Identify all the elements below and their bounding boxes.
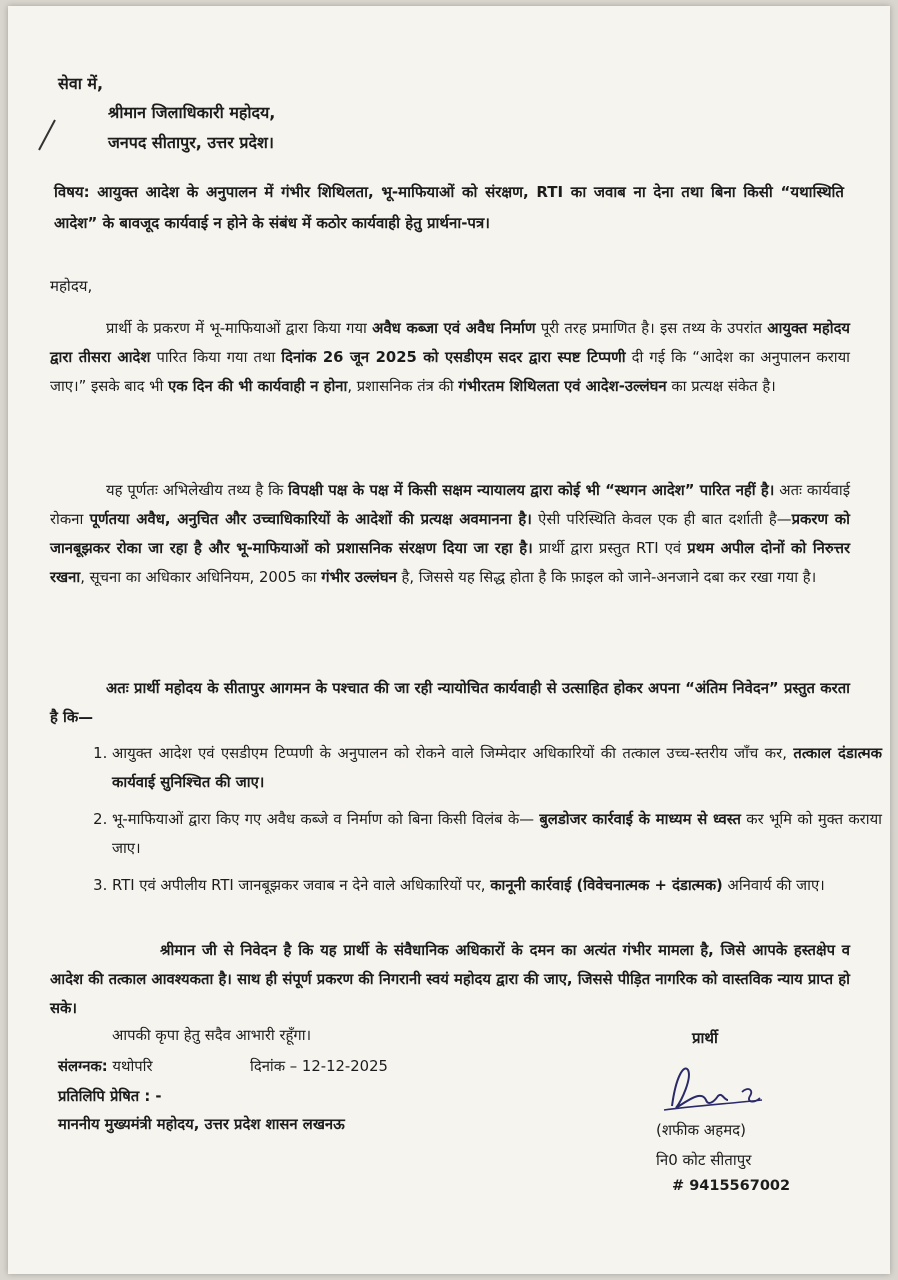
text-segment: प्रार्थी द्वारा प्रस्तुत RTI एवं <box>532 540 688 557</box>
text-segment: पूरी तरह प्रमाणित है। इस तथ्य के उपरांत <box>535 320 768 337</box>
letter-page <box>8 6 890 1274</box>
text-segment: प्रथम अपील दोनों को निरुत्तर रखना <box>50 540 851 586</box>
handwritten-signature <box>654 1056 784 1118</box>
applicant-label: प्रार्थी <box>692 1029 718 1047</box>
demand-item <box>112 805 882 863</box>
text-segment: बुलडोजर कार्रवाई के माध्यम से ध्वस्त <box>539 811 741 828</box>
demand-item <box>112 871 882 900</box>
paragraph-4: श्रीमान जी से निवेदन है कि यह प्रार्थी के संवैधानिक अधिकारों के दमन का अत्यंत गंभीर मामला है, जिसे आपके हस्तक्षेप व आदेश की तत्काल आवश्यकता है। साथ ही संपूर्ण प्रकरण की निगरानी स्वयं महोदय द्वारा की जाए, जिससे पीड़ित नागरिक को वास्तविक न्याय प्राप्त हो सके। <box>50 942 850 1017</box>
text-segment: अतः कार्यवाई रोकना <box>50 482 851 528</box>
signatory-address: नि0 कोट सीतापुर <box>656 1151 752 1169</box>
text-segment: भू-माफियाओं द्वारा किए गए अवैध कब्जे व निर्माण को बिना किसी विलंब के— <box>112 811 540 828</box>
text-segment: है, जिससे यह सिद्ध होता है कि फ़ाइल को जाने-अनजाने दबा कर रखा गया है। <box>396 569 817 586</box>
text-segment: आयुक्त महोदय द्वारा तीसरा आदेश <box>50 320 851 366</box>
greeting: महोदय, <box>50 277 93 295</box>
addressee-line-2: जनपद सीतापुर, उत्तर प्रदेश। <box>108 133 274 152</box>
enclosure-label: संलग्नक: <box>58 1058 108 1075</box>
text-segment: आयुक्त आदेश एवं एसडीएम टिप्पणी के अनुपालन को रोकने वाले जिम्मेदार अधिकारियों की तत्काल उच्च-स्तरीय जाँच कर, <box>112 745 794 762</box>
text-segment: प्रकरण को जानबूझकर रोका जा रहा है और भू-माफियाओं को प्रशासनिक संरक्षण दिया जा रहा है। <box>50 511 851 557</box>
text-segment: पूर्णतया अवैध, अनुचित और उच्चाधिकारियों के आदेशों की प्रत्यक्ष अवमानना है। <box>89 511 532 528</box>
text-segment: विपक्षी पक्ष के पक्ष में किसी सक्षम न्यायालय द्वारा कोई भी “स्थगन आदेश” पारित नहीं है। <box>288 482 775 499</box>
letter-date: दिनांक – 12-12-2025 <box>250 1058 388 1075</box>
addressee-line-1: श्रीमान जिलाधिकारी महोदय, <box>108 103 276 122</box>
text-segment: कानूनी कार्रवाई (विवेचनात्मक + दंडात्मक) <box>490 877 723 894</box>
text-segment: एक दिन की भी कार्यवाही न होना <box>168 378 348 395</box>
copy-label: प्रतिलिपि प्रेषित : - <box>58 1088 162 1105</box>
text-segment: ऐसी परिस्थिति केवल एक ही बात दर्शाती है— <box>531 511 792 528</box>
text-segment: गंभीर उल्लंघन <box>321 569 397 586</box>
text-segment: पारित किया गया तथा <box>150 349 282 366</box>
demand-item <box>112 739 882 797</box>
enclosure-value: यथोपरि <box>112 1058 153 1075</box>
text-segment: यह पूर्णतः अभिलेखीय तथ्य है कि <box>106 482 289 499</box>
salutation: सेवा में, <box>58 74 104 93</box>
paragraph-3: अतः प्रार्थी महोदय के सीतापुर आगमन के पश्चात की जा रही न्यायोचित कार्यवाही से उत्साहित होकर अपना “अंतिम निवेदन” प्रस्तुत करता है कि— <box>50 680 850 726</box>
pen-mark <box>38 120 56 151</box>
paragraph-1 <box>50 314 850 401</box>
signatory-phone: # 9415567002 <box>672 1178 791 1194</box>
paragraph-2 <box>50 476 850 592</box>
text-segment: प्रार्थी के प्रकरण में भू-माफियाओं द्वारा किया गया <box>106 320 373 337</box>
subject: विषय: आयुक्त आदेश के अनुपालन में गंभीर शिथिलता, भू-माफियाओं को संरक्षण, RTI का जवाब ना देना तथा बिना किसी “यथास्थिति आदेश” के बावजूद कार्यवाई न होने के संबंध में कठोर कार्यवाही हेतु प्रार्थना-पत्र। <box>54 183 844 232</box>
signatory-name: (शफीक अहमद) <box>656 1121 747 1139</box>
text-segment: कर भूमि को मुक्त कराया जाए। <box>112 811 882 857</box>
demands-list <box>82 739 882 908</box>
text-segment: का प्रत्यक्ष संकेत है। <box>666 378 776 395</box>
text-segment: RTI एवं अपीलीय RTI जानबूझकर जवाब न देने वाले अधिकारियों पर, <box>112 877 491 894</box>
text-segment: , प्रशासनिक तंत्र की <box>347 378 459 395</box>
copy-recipient: माननीय मुख्यमंत्री महोदय, उत्तर प्रदेश शासन लखनऊ <box>58 1116 345 1133</box>
closing-line: आपकी कृपा हेतु सदैव आभारी रहूँगा। <box>112 1027 312 1044</box>
text-segment: दिनांक 26 जून 2025 को एसडीएम सदर द्वारा स्पष्ट टिप्पणी <box>281 349 626 366</box>
enclosure <box>58 1056 153 1076</box>
text-segment: तत्काल दंडात्मक कार्यवाई सुनिश्चित की जाए। <box>112 745 882 791</box>
text-segment: दी गई कि “आदेश का अनुपालन कराया जाए।” इसके बाद भी <box>50 349 850 395</box>
text-segment: अनिवार्य की जाए। <box>722 877 825 894</box>
text-segment: , सूचना का अधिकार अधिनियम, 2005 का <box>80 569 322 586</box>
text-segment: गंभीरतम शिथिलता एवं आदेश-उल्लंघन <box>458 378 667 395</box>
text-segment: अवैध कब्जा एवं अवैध निर्माण <box>372 320 536 337</box>
